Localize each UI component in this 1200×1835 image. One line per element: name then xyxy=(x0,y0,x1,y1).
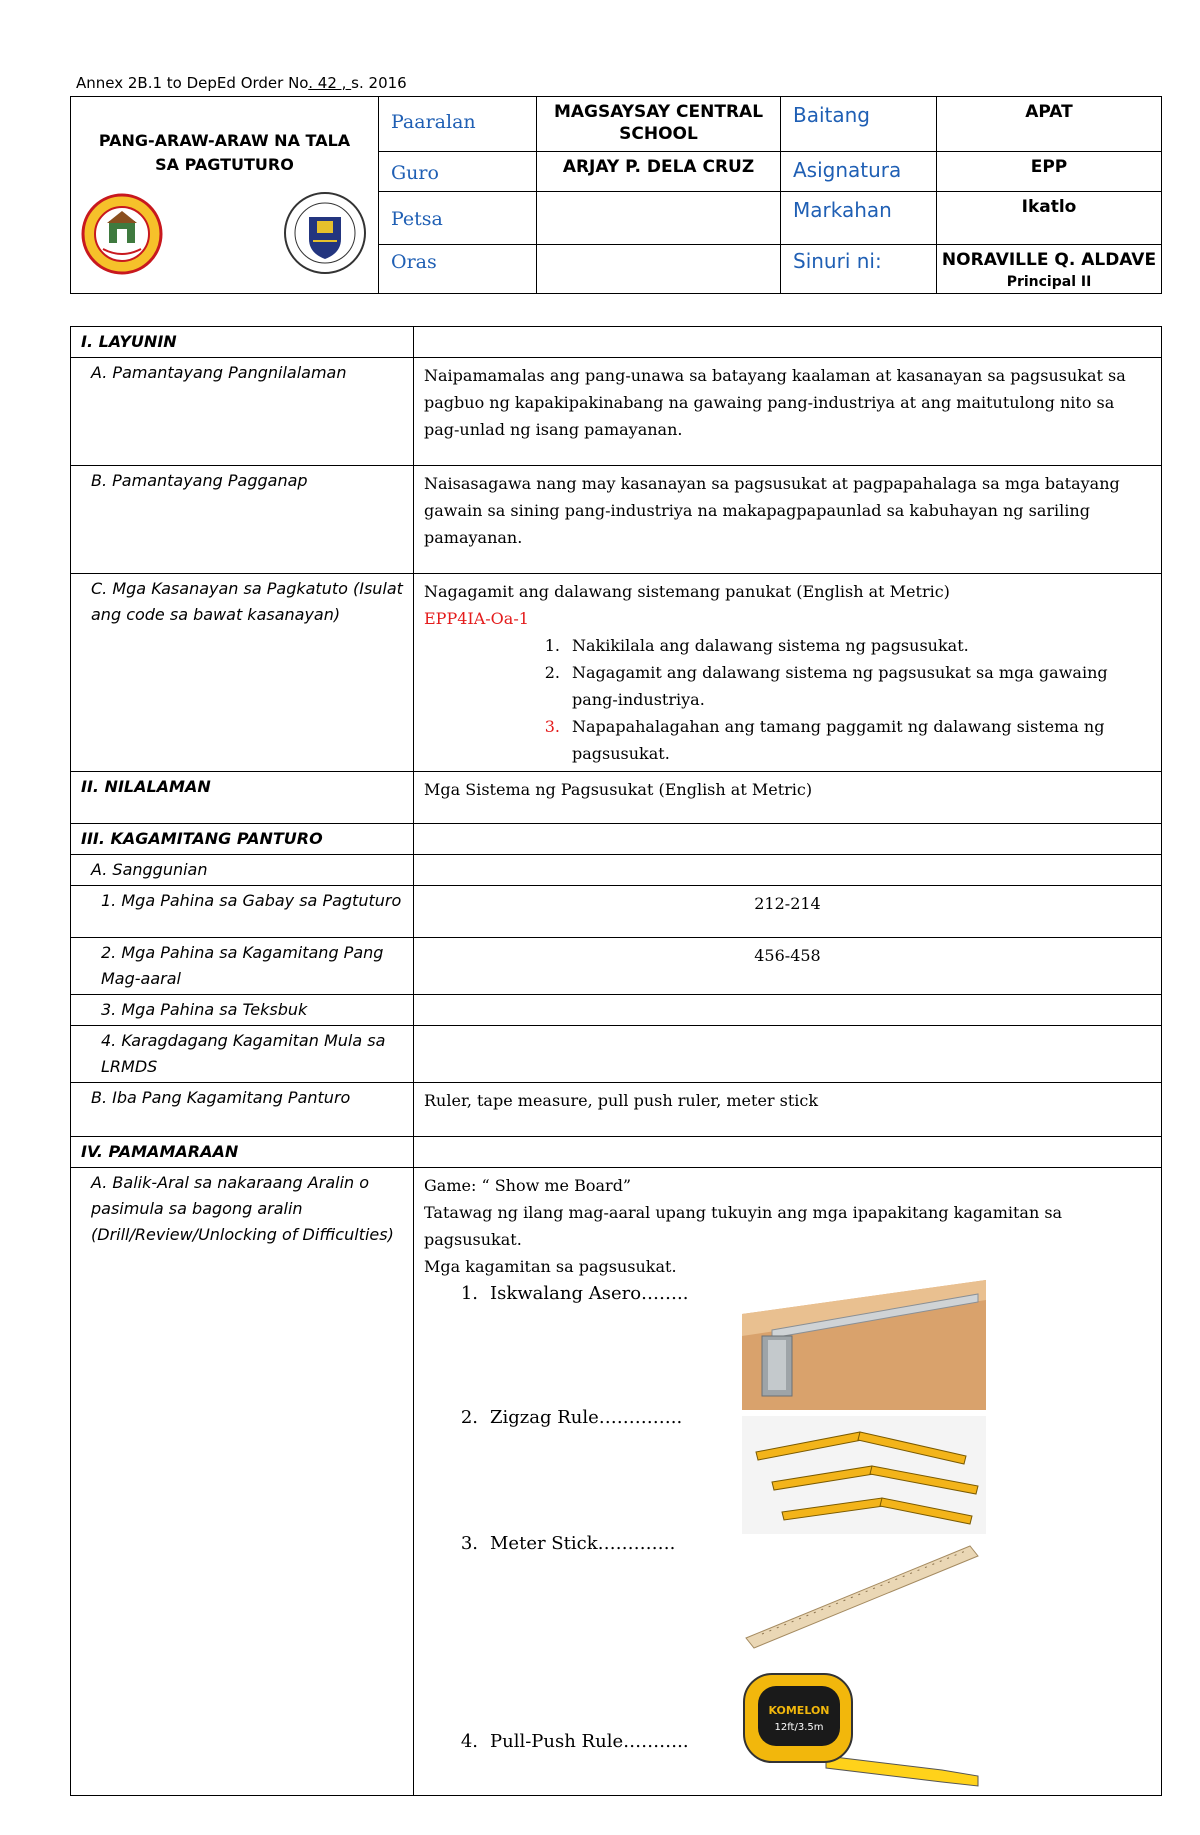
list-item-number: 1. xyxy=(460,1283,478,1304)
iba-pang-kagamitan-label: B. Iba Pang Kagamitang Panturo xyxy=(71,1083,414,1137)
zigzag-rule-icon xyxy=(742,1416,986,1534)
paaralan-value: MAGSAYSAY CENTRAL SCHOOL xyxy=(553,102,764,144)
tape-size-label: 12ft/3.5m xyxy=(774,1722,824,1733)
guro-value: ARJAY P. DELA CRUZ xyxy=(562,157,755,177)
pamamaraan-heading-empty xyxy=(414,1137,1162,1168)
game-instruction: Tatawag ng ilang mag-aaral upang tukuyin ang mga ipapakitang kagamitan sa pagsusukat. xyxy=(424,1203,1063,1249)
pamantayang-pagganap-text: Naisasagawa nang may kasanayan sa pagsusukat at pagpapahalaga sa mga batayang gawain sa sining pang-industriya na makapagpapaunlad sa kabuhayan ng sariling pamayanan. xyxy=(414,466,1162,574)
markahan-value: Ikatlo xyxy=(1021,197,1077,217)
document-title xyxy=(71,97,378,177)
pamantayang-pangnilalaman-text: Naipamamalas ang pang-unawa sa batayang kaalaman at kasanayan sa pagsusukat sa pagbuo ng kapakipakinabang na gawaing pang-industriya at ang maitutulong nito sa pag-unlad ng isang pamayanan. xyxy=(414,358,1162,466)
list-item xyxy=(424,1530,675,1557)
iba-pang-kagamitan-value: Ruler, tape measure, pull push ruler, meter stick xyxy=(414,1083,1162,1137)
pamantayang-pangnilalaman-label: A. Pamantayang Pangnilalaman xyxy=(71,358,414,466)
document-title-cell xyxy=(71,97,379,294)
sanggunian-label: A. Sanggunian xyxy=(71,855,414,886)
list-item-number: 1. xyxy=(544,636,560,655)
list-item xyxy=(524,713,1151,767)
list-item-number: 3. xyxy=(460,1533,478,1554)
oras-value xyxy=(537,245,780,249)
list-item-text: Nakikilala ang dalawang sistema ng pagsusukat. xyxy=(572,636,969,655)
kasanayan-content xyxy=(414,574,1162,772)
annex-prefix: Annex 2B.1 to DepEd Order No xyxy=(76,74,309,92)
sanggunian-empty xyxy=(414,855,1162,886)
markahan-label-cell xyxy=(781,192,937,245)
sinuri-position: Principal II xyxy=(1006,274,1092,290)
list-item-text: Nagagamit ang dalawang sistema ng pagsusukat sa mga gawaing pang-industriya. xyxy=(572,663,1108,709)
gabay-label-cell xyxy=(71,886,414,938)
petsa-label: Petsa xyxy=(391,208,443,230)
list-item-text: Zigzag Rule………….. xyxy=(490,1407,683,1428)
try-square-icon xyxy=(742,1280,986,1410)
balik-aral-label: A. Balik-Aral sa nakaraang Aralin o pasimula sa bagong aralin (Drill/Review/Unlocking of Difficulties) xyxy=(71,1168,414,1796)
baitang-value: APAT xyxy=(1025,102,1073,122)
markahan-label: Markahan xyxy=(793,198,892,222)
kagamitan-heading: III. KAGAMITANG PANTURO xyxy=(71,824,414,855)
sinuri-name: NORAVILLE Q. ALDAVE xyxy=(941,250,1157,270)
list-item-text: Napapahalagahan ang tamang paggamit ng dalawang sistema ng pagsusukat. xyxy=(572,717,1105,763)
sinuri-value-cell xyxy=(937,245,1162,294)
tape-measure-icon xyxy=(742,1660,990,1788)
petsa-label-cell xyxy=(379,192,537,245)
list-item-text: Iskwalang Asero…….. xyxy=(490,1283,689,1304)
list-item-number: 2. xyxy=(544,663,560,682)
teksbuk-label: 3. Mga Pahina sa Teksbuk xyxy=(71,995,414,1026)
school-seal-icon xyxy=(81,193,163,275)
pamantayang-pagganap-label: B. Pamantayang Pagganap xyxy=(71,466,414,574)
oras-label-cell xyxy=(379,245,537,294)
baitang-label-cell xyxy=(781,97,937,152)
lrmds-label: 4. Karagdagang Kagamitan Mula sa LRMDS xyxy=(71,1026,414,1083)
document-title-line1: PANG-ARAW-ARAW NA TALA xyxy=(98,131,351,150)
kasanayan-code: EPP4IA-Oa-1 xyxy=(424,609,529,628)
paaralan-label-cell xyxy=(379,97,537,152)
guro-value-cell xyxy=(537,152,781,192)
gabay-label: 1. Mga Pahina sa Gabay sa Pagtuturo xyxy=(101,891,402,910)
kasanayan-list xyxy=(424,632,1151,767)
lesson-plan-table xyxy=(70,326,1162,1796)
game-title: Game: “ Show me Board” xyxy=(424,1176,632,1195)
balik-aral-content xyxy=(414,1168,1162,1796)
list-item-text: Pull-Push Rule……….. xyxy=(490,1731,689,1752)
list-item xyxy=(424,1728,689,1755)
document-title-line2: SA PAGTUTURO xyxy=(155,155,294,174)
list-item-number: 3. xyxy=(544,717,560,736)
asignatura-value: EPP xyxy=(1030,157,1068,177)
lrmds-empty xyxy=(414,1026,1162,1083)
gabay-pages: 212-214 xyxy=(414,886,1162,938)
pamamaraan-heading: IV. PAMAMARAAN xyxy=(71,1137,414,1168)
sinuri-label: Sinuri ni: xyxy=(793,249,882,273)
markahan-value-cell xyxy=(937,192,1162,245)
deped-seal-icon xyxy=(283,191,367,275)
list-item xyxy=(424,1404,682,1431)
teksbuk-empty xyxy=(414,995,1162,1026)
annex-year: s. 2016 xyxy=(351,74,407,92)
meter-stick-icon xyxy=(742,1542,982,1654)
petsa-value-cell xyxy=(537,192,781,245)
list-item xyxy=(524,632,1151,659)
guro-label-cell xyxy=(379,152,537,192)
kasanayan-intro: Nagagamit ang dalawang sistemang panukat (English at Metric) xyxy=(424,582,950,601)
tape-brand-label: KOMELON xyxy=(768,1704,830,1717)
sinuri-label-cell xyxy=(781,245,937,294)
list-item-number: 2. xyxy=(460,1407,478,1428)
baitang-value-cell xyxy=(937,97,1162,152)
tools-list xyxy=(424,1280,1151,1780)
baitang-label: Baitang xyxy=(793,103,871,127)
kagamitang-mag-aaral-label: 2. Mga Pahina sa Kagamitang Pang Mag-aaral xyxy=(71,938,414,995)
paaralan-value-cell xyxy=(537,97,781,152)
header-table xyxy=(70,96,1162,294)
annex-order-number: . 42 , xyxy=(308,74,352,92)
kasanayan-label: C. Mga Kasanayan sa Pagkatuto (Isulat ang code sa bawat kasanayan) xyxy=(71,574,414,772)
guro-label: Guro xyxy=(391,162,439,184)
oras-value-cell xyxy=(537,245,781,294)
list-item xyxy=(424,1280,689,1307)
tools-intro: Mga kagamitan sa pagsusukat. xyxy=(424,1257,677,1276)
layunin-heading-empty xyxy=(414,327,1162,358)
layunin-heading: I. LAYUNIN xyxy=(71,327,414,358)
nilalaman-heading: II. NILALAMAN xyxy=(71,772,414,824)
oras-label: Oras xyxy=(391,251,437,273)
list-item-number: 4. xyxy=(460,1731,478,1752)
asignatura-label-cell xyxy=(781,152,937,192)
annex-reference xyxy=(76,74,407,92)
nilalaman-text: Mga Sistema ng Pagsusukat (English at Metric) xyxy=(414,772,1162,824)
asignatura-value-cell xyxy=(937,152,1162,192)
list-item xyxy=(524,659,1151,713)
kagamitan-heading-empty xyxy=(414,824,1162,855)
kagamitang-mag-aaral-pages: 456-458 xyxy=(414,938,1162,995)
asignatura-label: Asignatura xyxy=(793,158,902,182)
list-item-text: Meter Stick…………. xyxy=(490,1533,676,1554)
petsa-value xyxy=(537,192,780,196)
paaralan-label: Paaralan xyxy=(391,111,476,133)
